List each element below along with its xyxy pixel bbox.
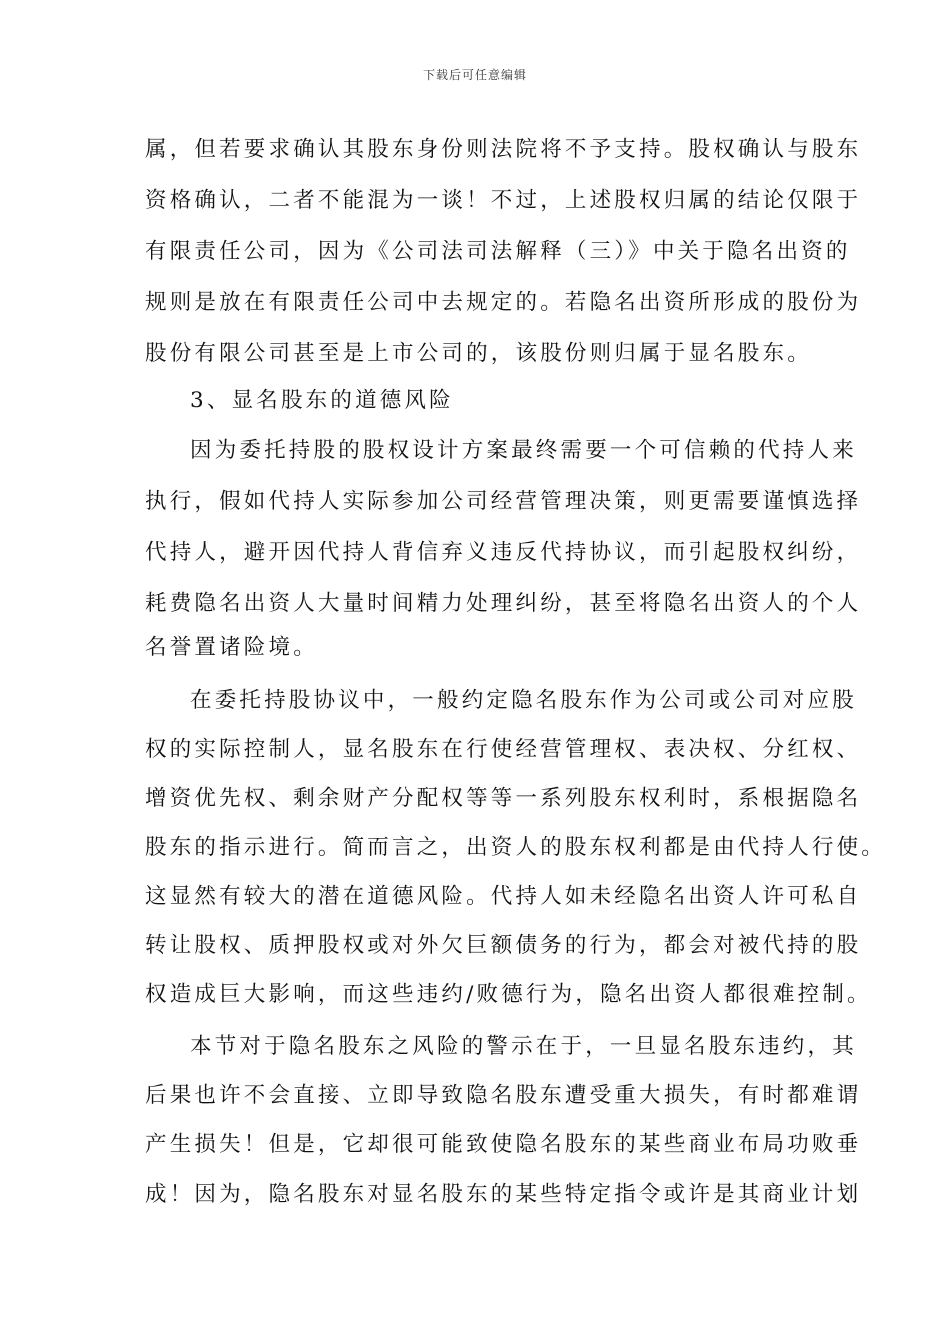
text-line: 后果也许不会直接、立即导致隐名股东遭受重大损失，有时都难谓 [145,1083,862,1108]
text-line: 权的实际控制人，显名股东在行使经营管理权、表决权、分红权、 [145,737,862,762]
text-line: 增资优先权、剩余财产分配权等等一系列股东权利时，系根据隐名 [145,786,862,811]
text-line: 股东的指示进行。简而言之，出资人的股东权利都是由代持人行使。 [145,835,887,860]
text-line: 名誉置诸险境。 [145,635,318,660]
text-line: 本节对于隐名股东之风险的警示在于，一旦显名股东违约，其 [190,1034,857,1059]
text-line: 耗费隐名出资人大量时间精力处理纠纷，甚至将隐名出资人的个人 [145,591,862,616]
text-line: 转让股权、质押股权或对外欠巨额债务的行为，都会对被代持的股 [145,933,862,958]
text-line: 股份有限公司甚至是上市公司的，该股份则归属于显名股东。 [145,341,812,366]
text-line: 代持人，避开因代持人背信弃义违反代持协议，而引起股权纠纷， [145,540,862,565]
section-heading: 3、显名股东的道德风险 [190,388,454,413]
text-line: 产生损失！但是，它却很可能致使隐名股东的某些商业布局功败垂 [145,1132,862,1157]
text-line: 属，但若要求确认其股东身份则法院将不予支持。股权确认与股东 [145,137,862,162]
text-line: 因为委托持股的股权设计方案最终需要一个可信赖的代持人来 [190,438,857,463]
text-line: 有限责任公司，因为《公司法司法解释（三）》中关于隐名出资的 [145,239,851,264]
text-line: 在委托持股协议中，一般约定隐名股东作为公司或公司对应股 [190,688,857,713]
text-line: 执行，假如代持人实际参加公司经营管理决策，则更需要谨慎选择 [145,489,862,514]
text-line: 权造成巨大影响，而这些违约/败德行为，隐名出资人都很难控制。 [145,982,872,1007]
text-line: 这显然有较大的潜在道德风险。代持人如未经隐名出资人许可私自 [145,884,862,909]
page-header: 下载后可任意编辑 [422,68,527,82]
text-line: 成！因为，隐名股东对显名股东的某些特定指令或许是其商业计划 [145,1182,862,1207]
text-line: 规则是放在有限责任公司中去规定的。若隐名出资所形成的股份为 [145,290,862,315]
text-line: 资格确认，二者不能混为一谈！不过，上述股权归属的结论仅限于 [145,188,862,213]
